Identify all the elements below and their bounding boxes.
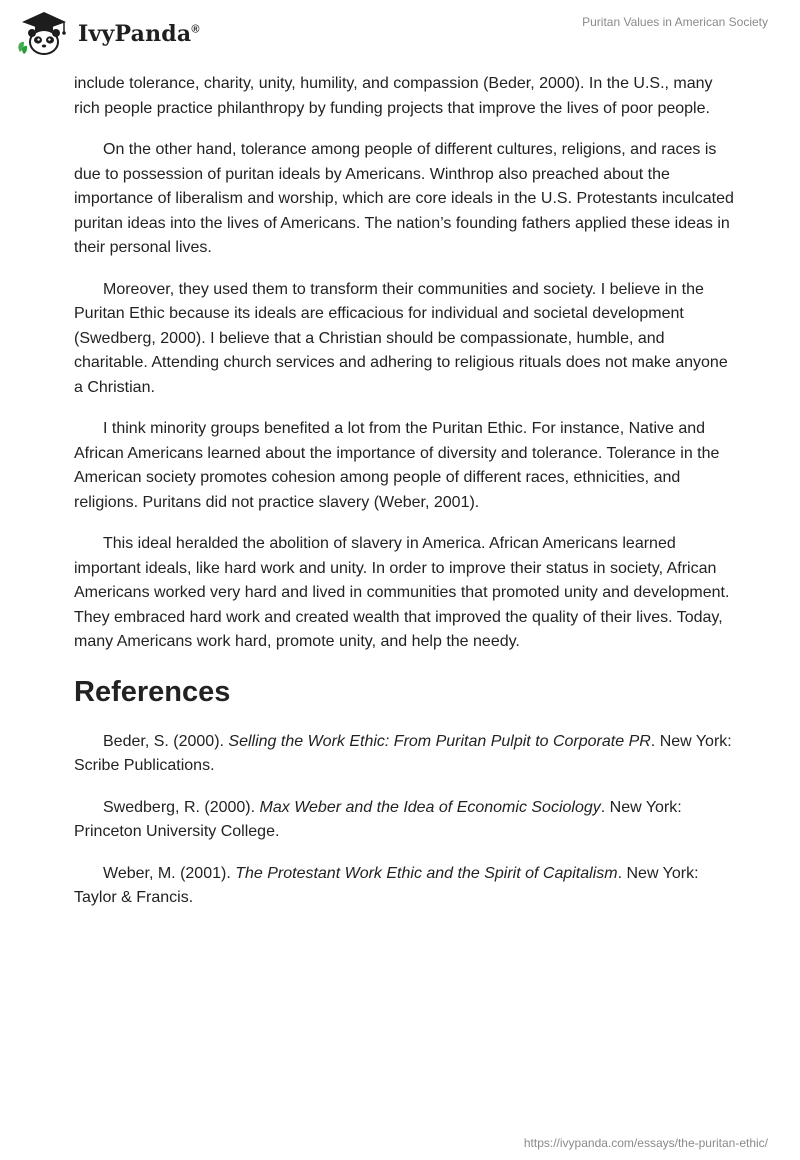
reference-entry <box>74 796 734 845</box>
reference-authors: Swedberg, R. (2000). <box>103 798 260 816</box>
reference-publisher: . New York: Taylor & Francis. <box>74 864 699 906</box>
footer-url-link[interactable]: https://ivypanda.com/essays/the-puritan-ethic/ <box>523 1136 768 1150</box>
body-paragraph: I think minority groups benefited a lot from the Puritan Ethic. For instance, Native and African Americans learned about the importance of diversity and tolerance. Tolerance in the American society promotes cohesion among people of different races, ethnicities, and religions. Puritans did not practice slavery (Weber, 2001). <box>74 420 720 511</box>
reference-title: Selling the Work Ethic: From Puritan Pulpit to Corporate PR <box>228 732 651 750</box>
essay-content <box>74 72 734 928</box>
reference-authors: Weber, M. (2001). <box>103 864 236 882</box>
reference-entry <box>74 730 734 779</box>
panda-graduate-icon <box>14 8 74 58</box>
reference-publisher: . New York: Princeton University College. <box>74 798 682 840</box>
registered-mark: ® <box>191 23 200 36</box>
body-paragraph: On the other hand, tolerance among people of different cultures, religions, and races is due to possession of puritan ideals by Americans. Winthrop also preached about the importance of liberalism and worship, which are core ideals in the U.S. Protestants inculcated puritan ideas into the lives of Americans. The nation’s founding fathers applied these ideas in their personal lives. <box>74 141 734 256</box>
reference-publisher: . New York: Scribe Publications. <box>74 732 732 774</box>
logo-wordmark <box>78 21 200 47</box>
page-header <box>0 0 800 70</box>
reference-authors: Beder, S. (2000). <box>103 732 229 750</box>
body-paragraph: This ideal heralded the abolition of slavery in America. African Americans learned important ideals, like hard work and unity. In order to improve their status in society, African Americans worked very hard and lived in communities that promoted unity and development. They embraced hard work and created wealth that improved the quality of their lives. Today, many Americans work hard, promote unity, and help the needy. <box>74 535 730 650</box>
references-heading: References <box>74 675 231 708</box>
ivypanda-logo[interactable] <box>14 8 200 58</box>
logo-text: IvyPanda <box>78 21 192 47</box>
reference-title: Max Weber and the Idea of Economic Sociology <box>259 798 601 816</box>
running-title: Puritan Values in American Society <box>582 15 768 29</box>
reference-entry <box>74 862 734 911</box>
reference-title: The Protestant Work Ethic and the Spirit of Capitalism <box>235 864 618 882</box>
body-paragraph: Moreover, they used them to transform their communities and society. I believe in the Puritan Ethic because its ideals are efficacious for individual and societal development (Swedberg, 2000). I believe that a Christian should be compassionate, humble, and charitable. Attending church services and adhering to religious rituals does not make anyone a Christian. <box>74 280 728 396</box>
body-paragraph: include tolerance, charity, unity, humility, and compassion (Beder, 2000). In the U.S., many rich people practice philanthropy by funding projects that improve the lives of poor people. <box>74 75 713 117</box>
